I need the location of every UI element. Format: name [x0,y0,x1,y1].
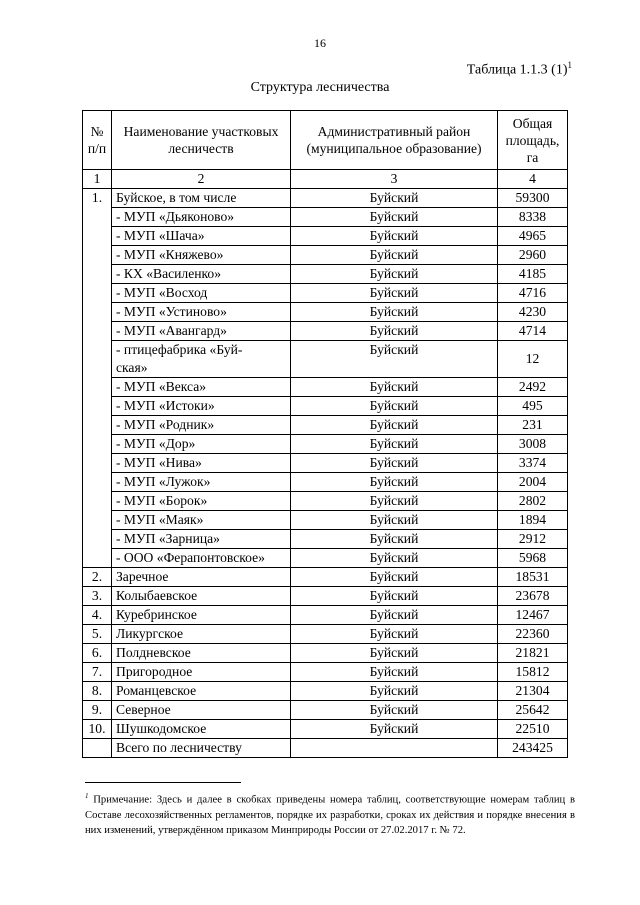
row-area: 2802 [498,492,568,511]
total-label: Всего по лесничеству [112,739,291,758]
header-district: Административный район (муниципальное образование) [291,111,498,170]
row-name: Куребринское [112,606,291,625]
row-area: 21304 [498,682,568,701]
row-district: Буйский [291,416,498,435]
row-num: 8. [83,682,112,701]
row-area: 2960 [498,246,568,265]
table-row-group-1 [83,189,568,208]
row-district: Буйский [291,663,498,682]
row-name: - МУП «Нива» [112,454,291,473]
row-area: 2492 [498,378,568,397]
row-district: Буйский [291,378,498,397]
row-area: 22360 [498,625,568,644]
row-name: - КХ «Василенко» [112,265,291,284]
row-district: Буйский [291,397,498,416]
table-row-subitem [83,397,568,416]
row-name: Северное [112,701,291,720]
row-area: 12 [498,341,568,378]
row-area: 4716 [498,284,568,303]
row-num [83,435,112,454]
table-row-total [83,739,568,758]
col-index-3: 3 [291,170,498,189]
row-area: 21821 [498,644,568,663]
row-num: 10. [83,720,112,739]
table-row-subitem [83,511,568,530]
row-num [83,397,112,416]
row-district: Буйский [291,606,498,625]
table-row-subitem [83,549,568,568]
table-title: Структура лесничества [250,80,390,95]
row-district: Буйский [291,492,498,511]
header-num: № п/п [83,111,112,170]
row-num [83,303,112,322]
table-row [83,682,568,701]
row-district: Буйский [291,644,498,663]
table-row-subitem [83,492,568,511]
row-num [83,549,112,568]
row-name: Буйское, в том числе [112,189,291,208]
table-row [83,587,568,606]
footnote-text: Примечание: Здесь и далее в скобках приведены номера таблиц, соответствующие номерам таблиц в Составе лесохозяйственных регламентов, порядке их разработки, сроках их действия и порядке внесения в них изменений, утверждённом приказом Минприроды России от 27.02.2017 г. № 72. [85,794,575,836]
row-area: 1894 [498,511,568,530]
row-district: Буйский [291,549,498,568]
row-name: Заречное [112,568,291,587]
row-area: 2912 [498,530,568,549]
column-index-row [83,170,568,189]
row-area: 25642 [498,701,568,720]
row-num: 5. [83,625,112,644]
row-name: - МУП «Лужок» [112,473,291,492]
table-row-subitem [83,341,568,378]
table-row-subitem [83,322,568,341]
row-area: 15812 [498,663,568,682]
row-num [83,265,112,284]
row-num: 6. [83,644,112,663]
row-num: 1. [83,189,112,208]
row-district: Буйский [291,227,498,246]
row-num: 3. [83,587,112,606]
table-row-subitem [83,208,568,227]
row-district: Буйский [291,473,498,492]
row-num: 7. [83,663,112,682]
row-district: Буйский [291,265,498,284]
row-name: - МУП «Истоки» [112,397,291,416]
row-area: 23678 [498,587,568,606]
row-num [83,227,112,246]
row-name: - МУП «Борок» [112,492,291,511]
row-district: Буйский [291,454,498,473]
row-num [83,341,112,378]
caption-text: Таблица 1.1.3 (1) [466,62,568,78]
row-district: Буйский [291,189,498,208]
row-district: Буйский [291,303,498,322]
row-area: 4965 [498,227,568,246]
row-name: Романцевское [112,682,291,701]
row-district: Буйский [291,511,498,530]
row-name: - МУП «Устиново» [112,303,291,322]
table-row-subitem [83,454,568,473]
row-num [83,511,112,530]
row-num [83,378,112,397]
table-row-subitem [83,378,568,397]
row-num [83,530,112,549]
footnote [85,789,575,838]
row-name: Полдневское [112,644,291,663]
row-district: Буйский [291,530,498,549]
row-district: Буйский [291,701,498,720]
row-district: Буйский [291,208,498,227]
table-row-subitem [83,284,568,303]
row-name: - МУП «Зарница» [112,530,291,549]
row-num [83,322,112,341]
row-area: 59300 [498,189,568,208]
row-name: - МУП «Векса» [112,378,291,397]
footnote-divider [85,782,241,783]
row-district: Буйский [291,568,498,587]
row-area: 22510 [498,720,568,739]
total-area: 243425 [498,739,568,758]
table-row [83,663,568,682]
header-name: Наименование участковых лесничеств [112,111,291,170]
table-row-subitem [83,530,568,549]
row-district: Буйский [291,341,498,378]
table-row [83,625,568,644]
row-num [83,284,112,303]
row-num [83,492,112,511]
row-num: 2. [83,568,112,587]
row-district: Буйский [291,284,498,303]
row-district: Буйский [291,682,498,701]
row-name: - МУП «Маяк» [112,511,291,530]
table-row-subitem [83,435,568,454]
row-area: 4185 [498,265,568,284]
col-index-4: 4 [498,170,568,189]
row-name: Пригородное [112,663,291,682]
row-name: - МУП «Шача» [112,227,291,246]
table-row-subitem [83,473,568,492]
table-row [83,701,568,720]
row-name: - МУП «Родник» [112,416,291,435]
row-area: 3008 [498,435,568,454]
row-num [83,246,112,265]
row-district: Буйский [291,625,498,644]
table-caption [467,60,572,79]
row-area: 18531 [498,568,568,587]
row-area: 4714 [498,322,568,341]
row-name: - МУП «Дьяконово» [112,208,291,227]
row-district: Буйский [291,587,498,606]
row-area: 495 [498,397,568,416]
row-num [83,454,112,473]
table-row [83,606,568,625]
row-area: 2004 [498,473,568,492]
header-row [83,111,568,170]
table-body [83,170,568,758]
row-name: Шушкодомское [112,720,291,739]
row-area: 5968 [498,549,568,568]
row-area: 231 [498,416,568,435]
header-area: Общая площадь, га [498,111,568,170]
table-row-subitem [83,227,568,246]
page-number: 16 [314,36,326,50]
row-num: 9. [83,701,112,720]
row-district: Буйский [291,435,498,454]
row-num [83,208,112,227]
table-row-subitem [83,303,568,322]
row-area: 8338 [498,208,568,227]
table-row [83,568,568,587]
row-district: Буйский [291,322,498,341]
caption-footnote-ref[interactable]: 1 [567,60,572,70]
row-name: - МУП «Восход [112,284,291,303]
col-index-1: 1 [83,170,112,189]
forest-structure-table [82,110,568,758]
row-district: Буйский [291,720,498,739]
row-area: 12467 [498,606,568,625]
row-name: - птицефабрика «Буй- ская» [112,341,291,378]
row-district [291,739,498,758]
row-name: - МУП «Авангард» [112,322,291,341]
row-name: - МУП «Княжево» [112,246,291,265]
row-district: Буйский [291,246,498,265]
table-row-subitem [83,246,568,265]
row-name: Ликургское [112,625,291,644]
row-num: 4. [83,606,112,625]
row-name: - ООО «Ферапонтовское» [112,549,291,568]
col-index-2: 2 [112,170,291,189]
footnote-mark: 1 [85,792,89,800]
row-name: Колыбаевское [112,587,291,606]
row-area: 4230 [498,303,568,322]
row-area: 3374 [498,454,568,473]
table-row-subitem [83,416,568,435]
table-row [83,720,568,739]
table-row-subitem [83,265,568,284]
row-num [83,416,112,435]
row-num [83,473,112,492]
row-name: - МУП «Дор» [112,435,291,454]
table-row [83,644,568,663]
row-num [83,739,112,758]
